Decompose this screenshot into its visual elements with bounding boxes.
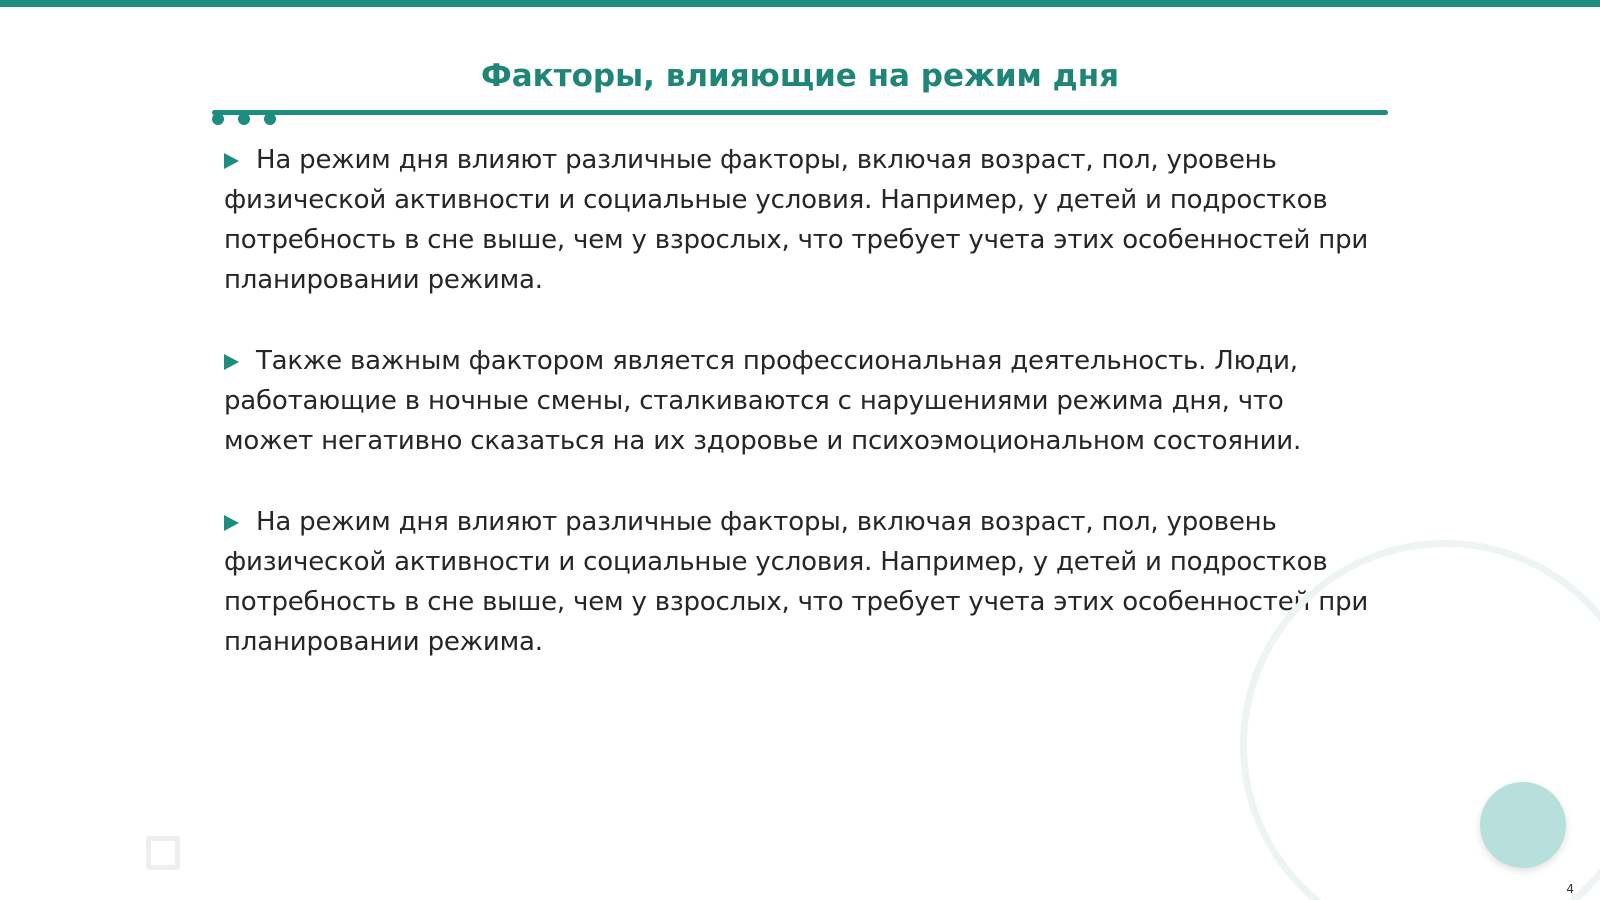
bullet-list: [224, 140, 1374, 662]
bullet-text: На режим дня влияют различные факторы, включая возраст, пол, уровень физической активности и социальные условия. Например, у детей и подростков потребность в сне выше, чем у взрослых, что требует учета этих особенностей при планировании режима.: [224, 507, 1369, 657]
triangle-bullet-icon: [224, 354, 239, 370]
slide-title: Факторы, влияющие на режим дня: [480, 58, 1120, 94]
triangle-bullet-icon: [224, 153, 239, 169]
bullet-text: Также важным фактором является профессиональная деятельность. Люди, работающие в ночные смены, сталкиваются с нарушениями режима дня, что может негативно сказаться на их здоровье и психоэмоциональном состоянии.: [224, 346, 1302, 456]
bullet-item: [224, 341, 1374, 461]
title-underline: [212, 110, 1388, 115]
decorative-circle: [1480, 782, 1566, 868]
title-dot: [264, 113, 276, 125]
top-accent-bar: [0, 0, 1600, 7]
title-dot: [238, 113, 250, 125]
bullet-item: [224, 502, 1374, 662]
slide-number: 4: [1566, 882, 1574, 896]
triangle-bullet-icon: [224, 515, 239, 531]
bullet-text: На режим дня влияют различные факторы, включая возраст, пол, уровень физической активности и социальные условия. Например, у детей и подростков потребность в сне выше, чем у взрослых, что требует учета этих особенностей при планировании режима.: [224, 145, 1369, 295]
title-dot: [212, 113, 224, 125]
bullet-item: [224, 140, 1374, 300]
decorative-square: [146, 836, 180, 870]
